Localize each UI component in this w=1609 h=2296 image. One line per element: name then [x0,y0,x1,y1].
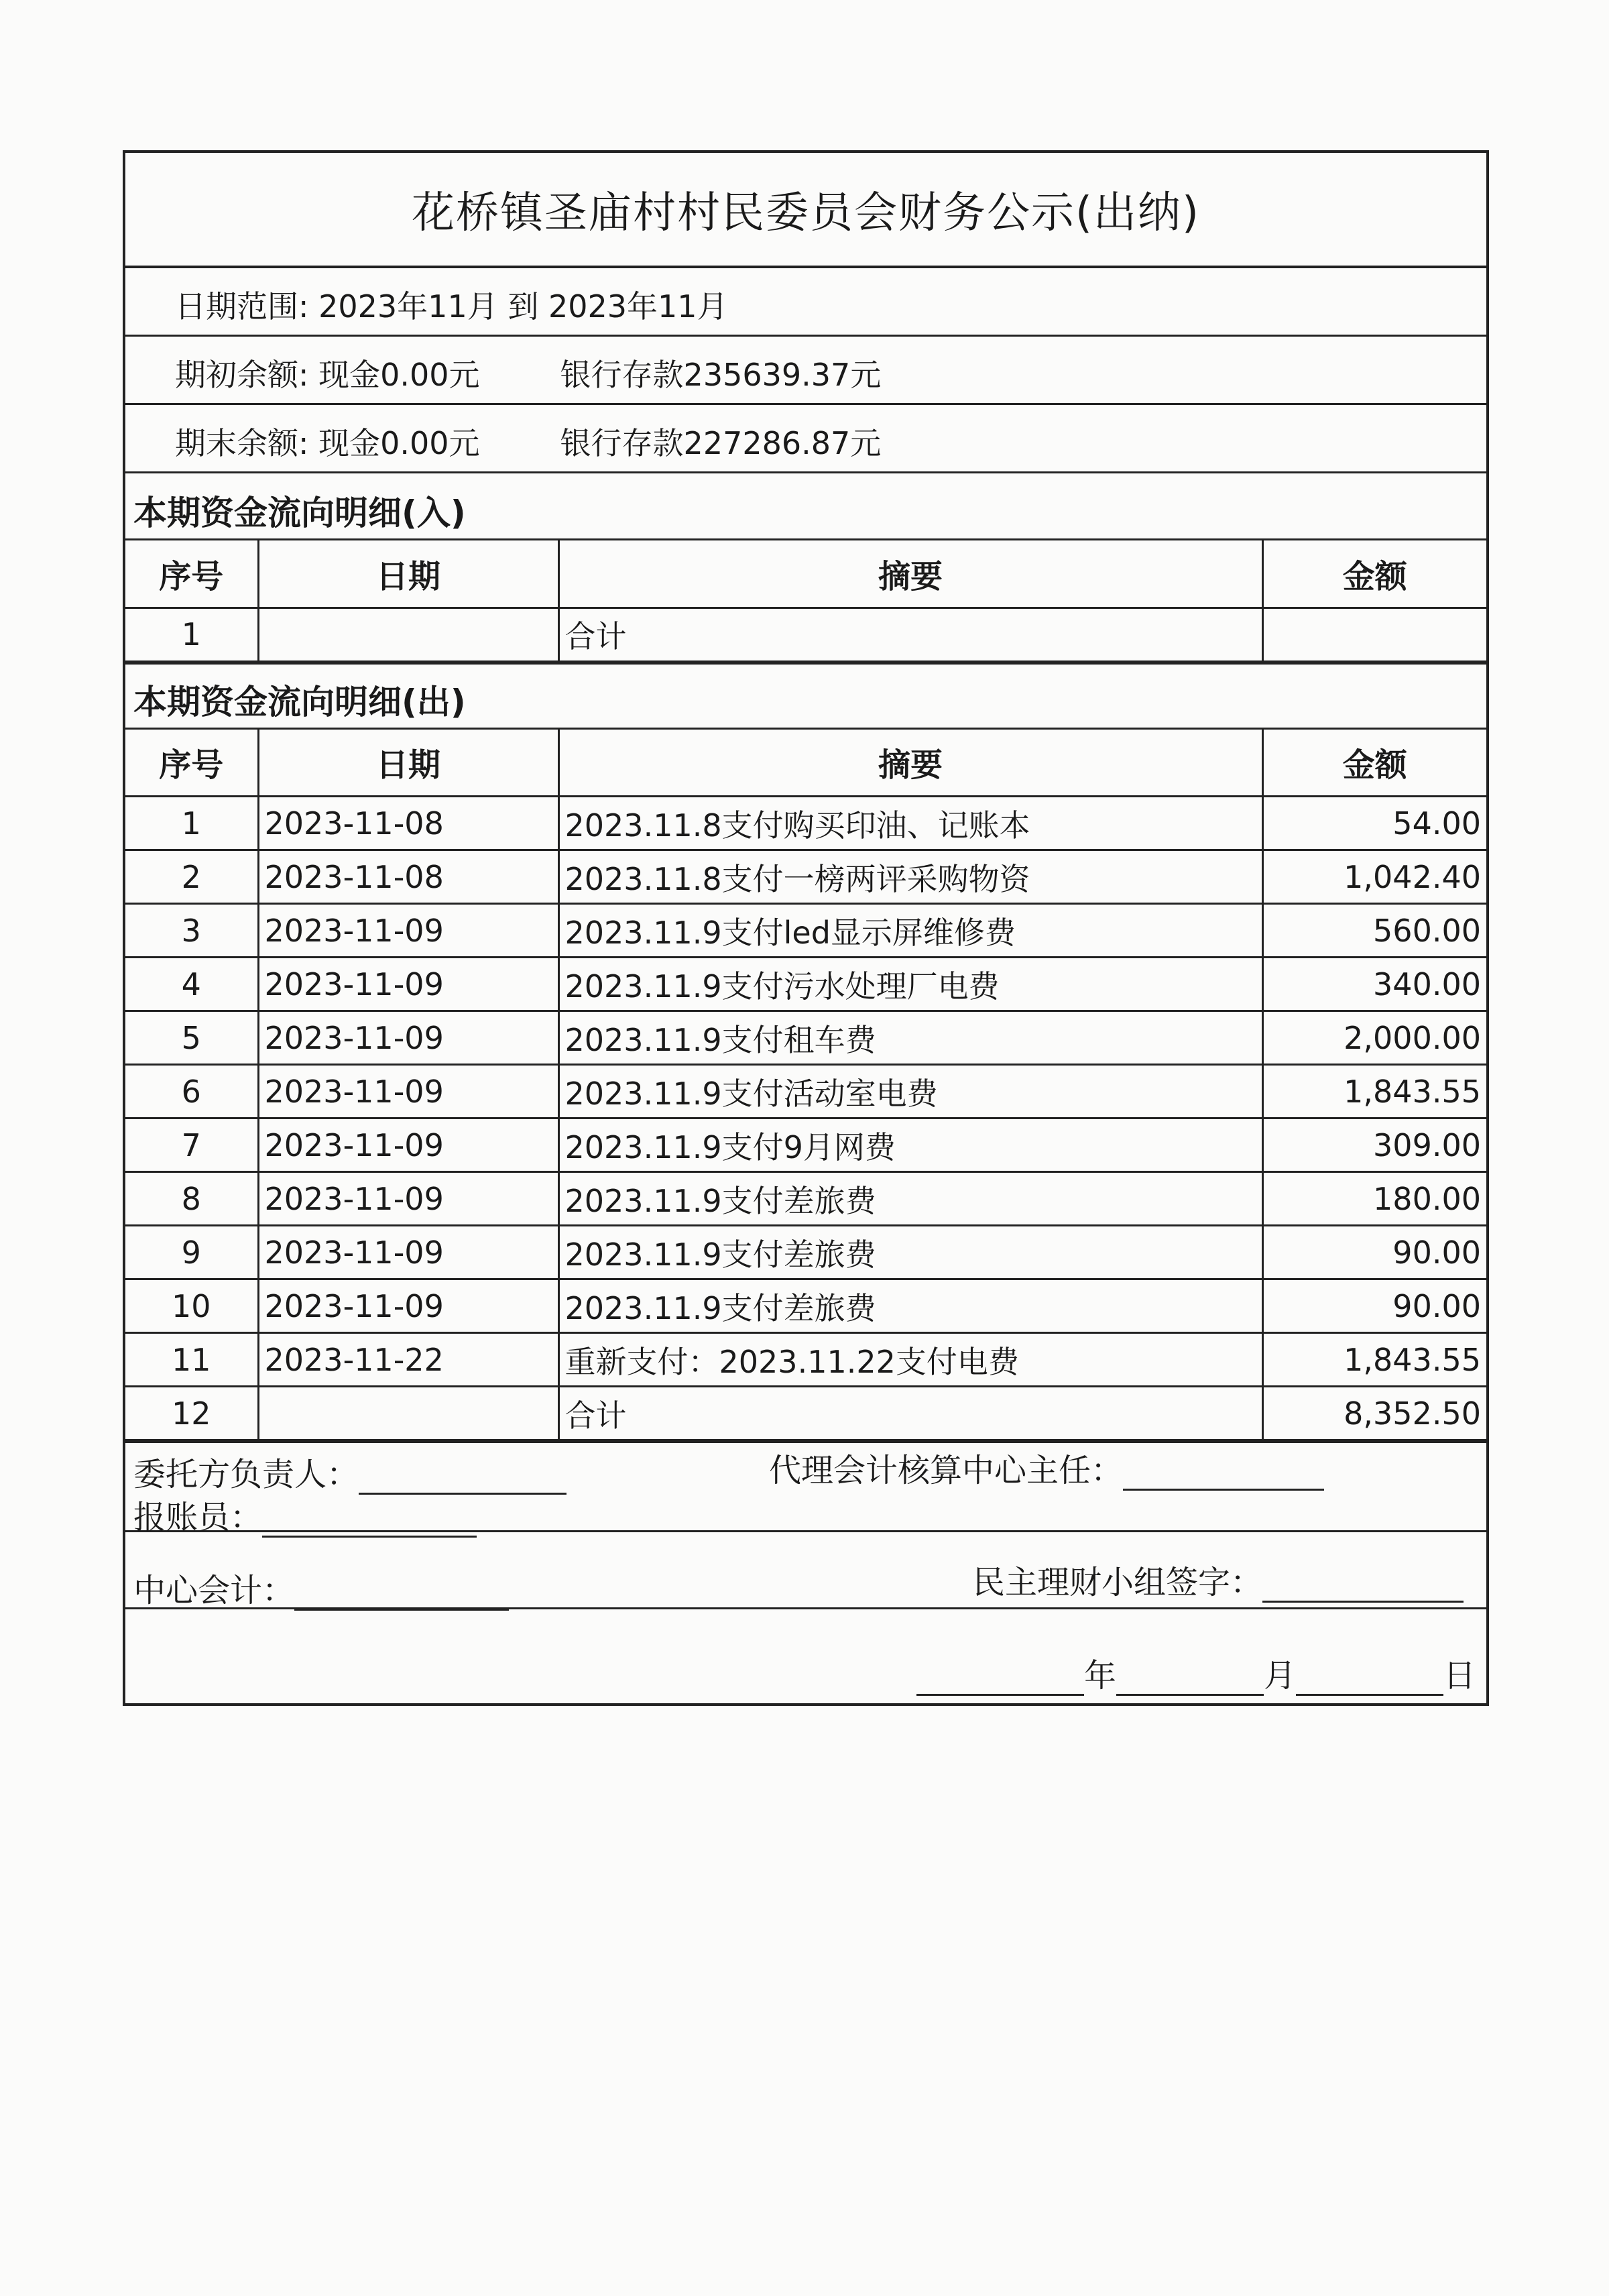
header-date: 日期 [258,730,558,797]
cell-date: 2023-11-08 [258,797,558,850]
cell-amount [1262,608,1486,661]
cell-date: 2023-11-09 [258,1226,558,1279]
cell-date: 2023-11-09 [258,1011,558,1065]
table-row [125,958,1486,1011]
cell-summary: 2023.11.9支付9月网费 [558,1118,1262,1172]
table-row [125,1065,1486,1118]
header-summary: 摘要 [558,540,1262,608]
table-row [125,1333,1486,1387]
finance-group-signature-line[interactable] [1262,1601,1464,1603]
signature-date-row [125,1609,1486,1703]
closing-balance [125,405,1486,473]
cell-date: 2023-11-09 [258,1118,558,1172]
cell-no: 12 [125,1387,258,1440]
document-title: 花桥镇圣庙村村民委员会财务公示(出纳) [125,153,1486,268]
day-line[interactable] [1296,1694,1443,1696]
cell-amount: 560.00 [1262,904,1486,958]
cell-no: 3 [125,904,258,958]
table-row [125,1118,1486,1172]
cell-summary: 2023.11.9支付差旅费 [558,1172,1262,1226]
cell-summary: 2023.11.9支付led显示屏维修费 [558,904,1262,958]
header-amount: 金额 [1262,540,1486,608]
header-no: 序号 [125,540,258,608]
cell-amount: 90.00 [1262,1226,1486,1279]
cell-no: 6 [125,1065,258,1118]
table-row [125,1387,1486,1440]
table-row [125,608,1486,661]
closing-cash: 期末余额: 现金0.00元 [175,425,480,461]
cell-no: 11 [125,1333,258,1387]
income-table [125,540,1486,663]
cell-summary: 2023.11.9支付污水处理厂电费 [558,958,1262,1011]
header-no: 序号 [125,730,258,797]
cell-summary: 合计 [558,608,1262,661]
date-range [125,268,1486,337]
cell-date: 2023-11-09 [258,1279,558,1333]
cell-date [258,608,558,661]
expense-heading: 本期资金流向明细(出) [125,663,1486,730]
cell-summary: 重新支付：2023.11.22支付电费 [558,1333,1262,1387]
cell-no: 5 [125,1011,258,1065]
cell-date: 2023-11-09 [258,1065,558,1118]
cell-no: 7 [125,1118,258,1172]
cell-date: 2023-11-09 [258,904,558,958]
closing-bank: 银行存款227286.87元 [560,425,882,461]
header-date: 日期 [258,540,558,608]
cell-no: 2 [125,850,258,904]
header-summary: 摘要 [558,730,1262,797]
cell-amount: 309.00 [1262,1118,1486,1172]
expense-header-row [125,730,1486,797]
cell-summary: 2023.11.9支付差旅费 [558,1226,1262,1279]
finance-group-label: 民主理财小组签字： [973,1556,1464,1603]
cell-amount: 180.00 [1262,1172,1486,1226]
table-row [125,1172,1486,1226]
cell-amount: 1,042.40 [1262,850,1486,904]
header-amount: 金额 [1262,730,1486,797]
table-row [125,1226,1486,1279]
cell-date: 2023-11-08 [258,850,558,904]
center-director-signature-line[interactable] [1123,1489,1324,1491]
date-range-text: 日期范围: 2023年11月 到 2023年11月 [175,288,728,325]
cell-no: 8 [125,1172,258,1226]
table-row [125,904,1486,958]
cell-summary: 2023.11.9支付差旅费 [558,1279,1262,1333]
cell-amount: 54.00 [1262,797,1486,850]
cell-amount: 2,000.00 [1262,1011,1486,1065]
income-header-row [125,540,1486,608]
cell-no: 10 [125,1279,258,1333]
center-accountant-label: 中心会计： [133,1564,509,1611]
year-line[interactable] [916,1694,1084,1696]
cell-summary: 合计 [558,1387,1262,1440]
cell-no: 9 [125,1226,258,1279]
opening-cash: 期初余额: 现金0.00元 [175,357,480,393]
cell-no: 1 [125,797,258,850]
table-row [125,797,1486,850]
center-director-label: 代理会计核算中心主任： [769,1444,1324,1491]
cell-summary: 2023.11.8支付一榜两评采购物资 [558,850,1262,904]
cell-date [258,1387,558,1440]
cell-date: 2023-11-09 [258,958,558,1011]
signature-block [125,1441,1486,1703]
table-row [125,1279,1486,1333]
cell-amount: 1,843.55 [1262,1065,1486,1118]
cell-summary: 2023.11.9支付租车费 [558,1011,1262,1065]
expense-table [125,730,1486,1442]
cell-summary: 2023.11.8支付购买印油、记账本 [558,797,1262,850]
cell-no: 4 [125,958,258,1011]
reimburser-label: 报账员： [133,1491,477,1538]
cell-amount: 340.00 [1262,958,1486,1011]
income-heading: 本期资金流向明细(入) [125,473,1486,540]
opening-bank: 银行存款235639.37元 [560,357,882,393]
cell-amount: 1,843.55 [1262,1333,1486,1387]
cell-amount: 8,352.50 [1262,1387,1486,1440]
month-line[interactable] [1116,1694,1264,1696]
opening-balance [125,337,1486,405]
table-row [125,1011,1486,1065]
signature-row-1 [125,1443,1486,1536]
signature-row-2 [125,1532,1486,1609]
cell-date: 2023-11-09 [258,1172,558,1226]
table-row [125,850,1486,904]
cell-no: 1 [125,608,258,661]
cell-summary: 2023.11.9支付活动室电费 [558,1065,1262,1118]
finance-disclosure-sheet [123,150,1489,1706]
cell-date: 2023-11-22 [258,1333,558,1387]
client-lead-label: 委托方负责人： [133,1448,567,1495]
signature-date: 年 月 日 [916,1650,1476,1696]
cell-amount: 90.00 [1262,1279,1486,1333]
